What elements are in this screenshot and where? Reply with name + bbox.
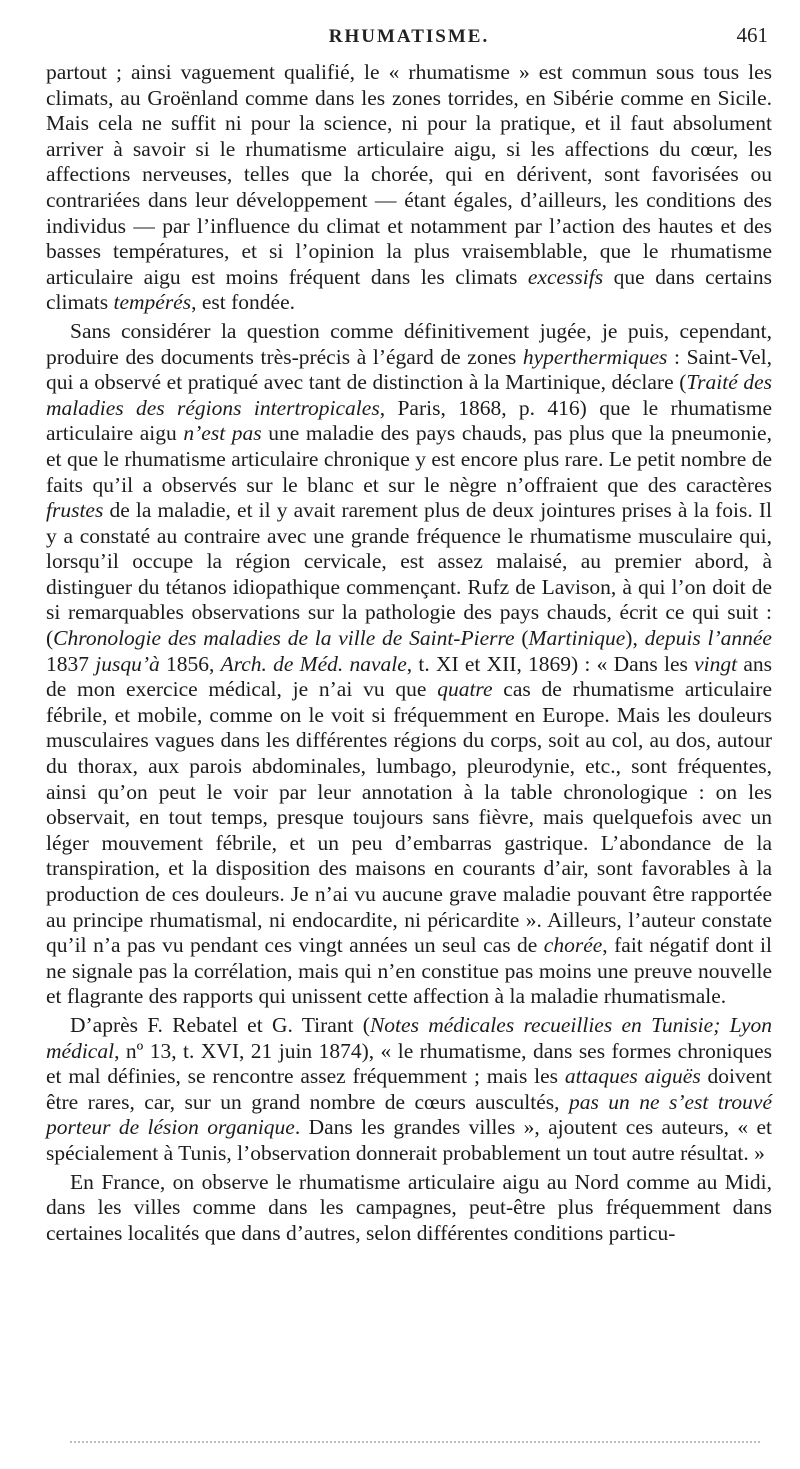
text-segment: , est fondée. bbox=[191, 290, 295, 315]
italic-text-segment: depuis l’année bbox=[644, 626, 772, 651]
text-segment: D’après F. Rebatel et G. Tirant ( bbox=[70, 1012, 370, 1037]
text-segment: une maladie des pays chauds, pas plus que la pneumonie, et que le rhumatisme articulaire chronique y est encore plus rare. Le petit nombre de faits qu’il a observés sur le blanc et sur le nègre n’offraient que des caractères bbox=[46, 421, 772, 497]
text-segment: ), bbox=[625, 626, 645, 651]
running-title: RHUMATISME. bbox=[328, 26, 490, 47]
italic-text-segment: chorée bbox=[543, 933, 603, 958]
text-segment: En France, on observe le rhumatisme articulaire aigu au Nord comme au Midi, dans les villes comme dans les campagnes, peut-être plus fréquemment dans certaines localités que dans d’autres, selon différentes conditions particu- bbox=[46, 1169, 772, 1245]
italic-text-segment: Notes médicales recueillies en Tunisie; Lyon médical bbox=[46, 1012, 772, 1063]
text-segment: 1856, bbox=[159, 651, 221, 676]
italic-text-segment: tempérés bbox=[113, 290, 192, 315]
italic-text-segment: Traité des maladies des régions intertropicales bbox=[46, 370, 773, 420]
text-segment: Sans considérer la question comme définitivement jugée, je puis, cependant, produire des documents très-précis à l’égard de zones bbox=[46, 318, 772, 369]
page-number: 461 bbox=[736, 23, 768, 47]
italic-text-segment: Martinique bbox=[528, 626, 626, 651]
text-segment: doivent être rares, car, sur un grand nombre de cœurs auscultés, bbox=[46, 1064, 772, 1114]
text-segment: cas de rhumatisme articulaire fébrile, et mobile, comme on le voit si fréquemment en Europe. Mais les douleurs musculaires vagues dans les différentes régions du corps, soit au col, au dos, autour du thorax, aux parois abdominales, lumbago, pleurodynie, etc., sont fréquentes, ainsi qu’on peut le voir par leur annotation à la table chronologique : on les observait, en tout temps, presque toujours sans fièvre, mais quelquefois avec un léger mouvement fébrile, et un peu d’embarras gastrique. L’abondance de la transpiration, et la disposition des maisons en courants d’air, sont favorables à la production de ces douleurs. Je n’ai vu aucune grave maladie pouvant être rapportée au principe rhumatismal, ni endocardite, ni péricardite ». Ailleurs, l’auteur constate qu’il n’a pas vu pendant ces vingt années un seul cas de bbox=[46, 677, 772, 958]
italic-text-segment: excessifs bbox=[527, 264, 604, 289]
italic-text-segment: quatre bbox=[437, 677, 493, 702]
italic-text-segment: frustes bbox=[46, 498, 104, 523]
paragraph-4 bbox=[46, 1170, 772, 1247]
text-segment: , fait négatif dont il ne signale pas la corrélation, mais qui n’en constitue pas moins une preuve nouvelle et flagrante des rapports qui unissent cette affection à la maladie rhumatismale. bbox=[46, 933, 772, 1009]
text-segment: 1837 bbox=[46, 651, 96, 676]
text-segment: partout ; ainsi vaguement qualifié, le « rhumatisme » est commun sous tous les climats, au Groënland comme dans les zones torrides, en Sibérie comme en Sicile. Mais cela ne suffit ni pour la science, ni pour la pratique, et il faut absolument arriver à savoir si le rhumatisme articulaire aigu, si les affections du cœur, les affections nerveuses, telles que la chorée, qui en dérivent, sont favorisées ou contrariées dans leur développement — étant égales, d’ailleurs, les conditions des individus — par l’influence du climat et notamment par l’action des hautes et des basses températures, et si l’opinion la plus vraisemblable, que le rhumatisme articulaire aigu est moins fréquent dans les climats bbox=[46, 60, 772, 289]
italic-text-segment: hyperthermiques bbox=[522, 344, 668, 369]
text-segment: , Paris, 1868, p. 416) que le rhumatisme articulaire aigu bbox=[46, 395, 772, 446]
text-segment: , t. XI et XII, 1869) : « Dans les bbox=[406, 651, 695, 676]
italic-text-segment: n’est pas bbox=[183, 421, 262, 446]
book-page bbox=[46, 23, 773, 1246]
italic-text-segment: attaques aiguës bbox=[564, 1064, 701, 1089]
italic-text-segment: vingt bbox=[694, 651, 738, 676]
text-segment: ans de mon exercice médical, je n’ai vu que bbox=[46, 651, 772, 702]
text-segment: : Saint-Vel, qui a observé et pratiqué avec tant de distinction à la Martinique, déclare ( bbox=[46, 344, 772, 395]
text-segment: que dans certains climats bbox=[46, 264, 772, 315]
italic-text-segment: Arch. de Méd. navale bbox=[220, 651, 407, 676]
running-header bbox=[46, 23, 772, 60]
text-segment: ( bbox=[514, 626, 529, 651]
text-segment: , nº 13, t. XVI, 21 juin 1874), « le rhumatisme, dans ses formes chroniques et mal définies, se rencontre assez fréquemment ; mais les bbox=[46, 1038, 772, 1089]
italic-text-segment: Chronologie des maladies de la ville de Saint-Pierre bbox=[53, 626, 515, 651]
paragraph-2 bbox=[46, 319, 772, 1010]
text-segment: . Dans les grandes villes », ajoutent ces auteurs, « et spécialement à Tunis, l’observation donnerait probablement un tout autre résultat. » bbox=[46, 1115, 773, 1165]
italic-text-segment: jusqu’à bbox=[95, 651, 160, 676]
italic-text-segment: pas un ne s’est trouvé porteur de lésion organique bbox=[46, 1089, 772, 1140]
paragraph-1 bbox=[46, 60, 772, 316]
paragraph-3 bbox=[46, 1013, 772, 1167]
page-bottom-margin-artifact bbox=[70, 1441, 760, 1447]
text-segment: de la maladie, et il y avait rarement plus de deux jointures prises à la fois. Il y a constaté au contraire avec une grande fréquence le rhumatisme musculaire qui, lorsqu’il occupe la région cervicale, est assez malaisé, au premier abord, à distinguer du tétanos idiopathique commençant. Rufz de Lavison, à qui l’on doit de si remarquables observations sur la pathologie des pays chauds, écrit ce qui suit : ( bbox=[46, 498, 772, 651]
